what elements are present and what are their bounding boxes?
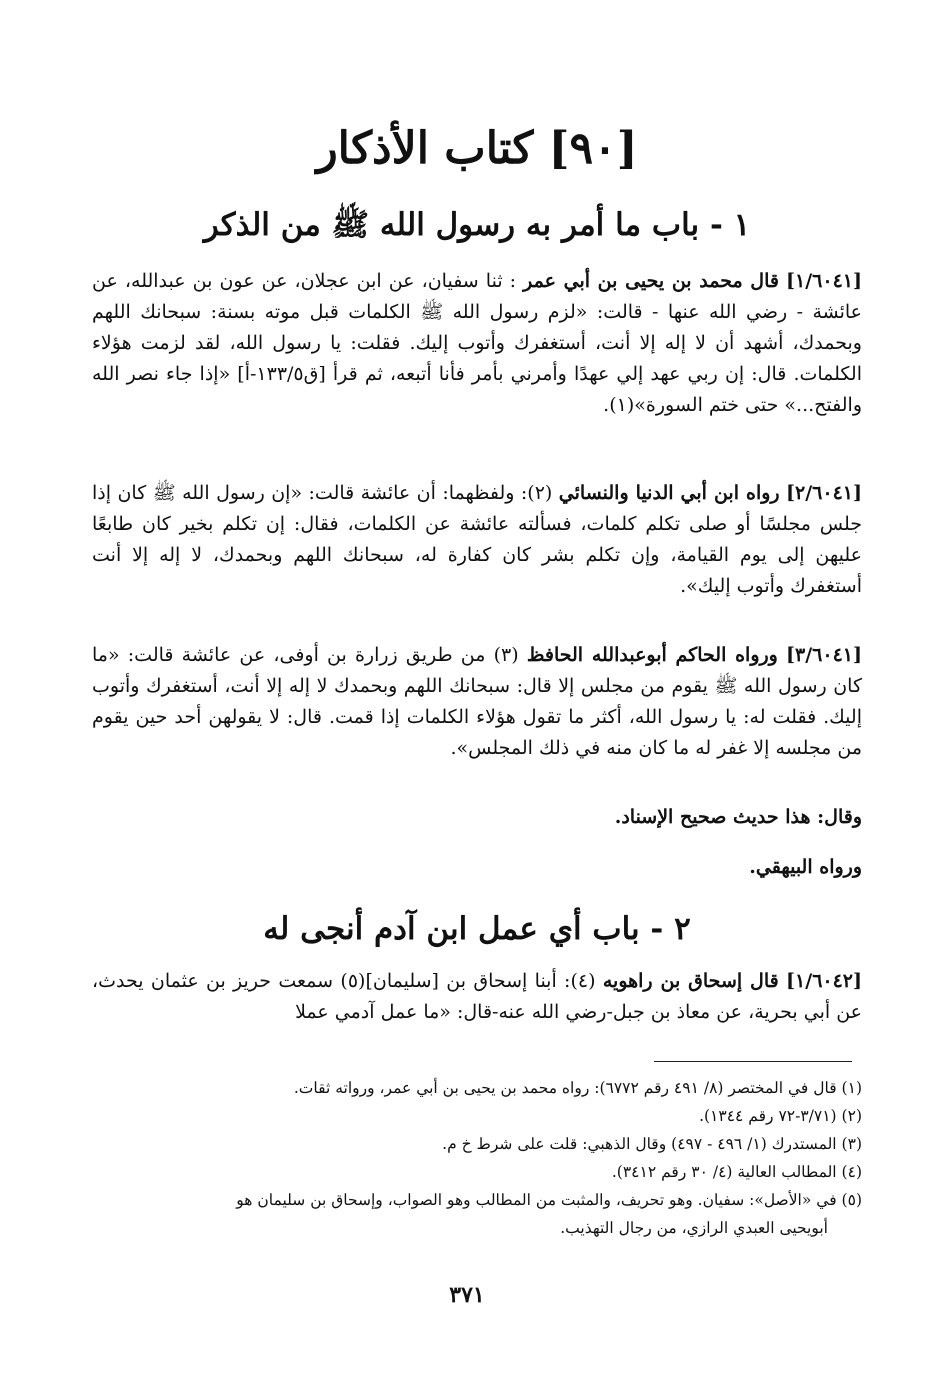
chapter-title-2: ٢ - باب أي عمل ابن آدم أنجى له <box>263 911 691 947</box>
additional-source-text: ورواه البيهقي. <box>749 856 862 878</box>
grading-text: وقال: هذا حديث صحيح الإسناد. <box>614 806 862 828</box>
footnote-number: (٢) <box>841 1107 862 1125</box>
additional-source-note <box>92 852 862 883</box>
hadith-narrator: رواه ابن أبي الدنيا والنسائي <box>558 482 780 504</box>
hadith-6041-1 <box>92 266 862 421</box>
hadith-text: (٣) من طريق زرارة بن أوفى، عن عائشة قالت: «ما كان رسول الله ﷺ يقوم من مجلس إلا قال: سبحانك اللهم وبحمدك لا إله إلا أنت، أستغفرك وأتوب إليك. فقلت له: يا رسول الله، أكثر ما تقول هؤلاء الكلمات إذا قمت. قال: لا يقولهن أحد حين يقوم من مجلسه إلا غفر له ما كان منه في ذلك المجلس». <box>92 644 862 759</box>
footnote-text: (٣/٧١-٧٢ رقم ١٣٤٤). <box>699 1107 837 1125</box>
footnote-number: (١) <box>841 1079 862 1097</box>
hadith-ref: [١/٦٠٤٢] <box>786 970 863 992</box>
footnote-number: (٤) <box>841 1163 862 1181</box>
footnote-text: في «الأصل»: سفيان. وهو تحريف، والمثبت من المطالب وهو الصواب، وإسحاق بن سليمان هو <box>236 1191 837 1209</box>
footnote-text: المستدرك (١/ ٤٩٦ - ٤٩٧) وقال الذهبي: قلت على شرط خ م. <box>442 1135 837 1153</box>
footnotes <box>92 1074 862 1242</box>
footnote-5 <box>92 1186 862 1242</box>
grading-note <box>92 802 862 833</box>
hadith-narrator: قال إسحاق بن راهويه <box>602 970 779 992</box>
hadith-narrator: قال محمد بن يحيى بن أبي عمر <box>523 270 779 292</box>
hadith-ref: [٣/٦٠٤١] <box>786 644 862 666</box>
footnote-text: المطالب العالية (٤/ ٣٠ رقم ٣٤١٢). <box>611 1163 837 1181</box>
footnote-3 <box>92 1130 862 1158</box>
hadith-text: (٤): أبنا إسحاق بن [سليمان](٥) سمعت حريز بن عثمان يحدث، عن أبي بحرية، عن معاذ بن جبل-رضي الله عنه-قال: «ما عمل آدمي عملا <box>92 970 862 1023</box>
hadith-6042-1 <box>92 966 862 1028</box>
footnote-divider <box>654 1061 852 1062</box>
hadith-text: (٢): ولفظهما: أن عائشة قالت: «إن رسول الله ﷺ كان إذا جلس مجلسًا أو صلى تكلم كلمات، فسألته عائشة عن الكلمات، فقال: إن تكلم بخير كان طابعًا عليهن إلى يوم القيامة، وإن تكلم بشر كان كفارة له، سبحانك اللهم وبحمدك، لا إله إلا أنت أستغفرك وأتوب إليك». <box>92 482 862 597</box>
hadith-narrator: ورواه الحاكم أبوعبدالله الحافظ <box>526 644 778 666</box>
hadith-6041-3 <box>92 640 862 764</box>
hadith-6041-2 <box>92 478 862 602</box>
footnote-number: (٥) <box>841 1191 862 1209</box>
footnote-1 <box>92 1074 862 1102</box>
footnote-2 <box>92 1102 862 1130</box>
footnote-4 <box>92 1158 862 1186</box>
book-title: [٩٠] كتاب الأذكار <box>316 123 638 174</box>
hadith-text: : ثنا سفيان، عن ابن عجلان، عن عون بن عبدالله، عن عائشة - رضي الله عنها - قالت: «لزم رسول الله ﷺ الكلمات قبل موته بسنة: سبحانك اللهم وبحمدك، أشهد أن لا إله إلا أنت، أستغفرك وأتوب إليك. فقلت: يا رسول الله، لقد لزمت هؤلاء الكلمات. قال: إن ربي عهد إلي عهدًا وأمرني بأمر فأنا أتبعه، ثم قرأ [ق١٣٣/٥-أ] «إذا جاء نصر الله والفتح...» حتى ختم السورة»(١). <box>92 270 862 416</box>
footnote-text: قال في المختصر (٨/ ٤٩١ رقم ٦٧٧٢): رواه محمد بن يحيى بن أبي عمر، ورواته ثقات. <box>293 1079 837 1097</box>
page-number: ٣٧١ <box>449 1282 485 1308</box>
hadith-ref: [١/٦٠٤١] <box>786 270 862 292</box>
footnote-number: (٣) <box>841 1135 862 1153</box>
chapter-title-1: ١ - باب ما أمر به رسول الله ﷺ من الذكر <box>203 207 751 243</box>
hadith-ref: [٢/٦٠٤١] <box>786 482 862 504</box>
footnote-continuation: أبويحيى العبدي الرازي، من رجال التهذيب. <box>560 1219 828 1237</box>
